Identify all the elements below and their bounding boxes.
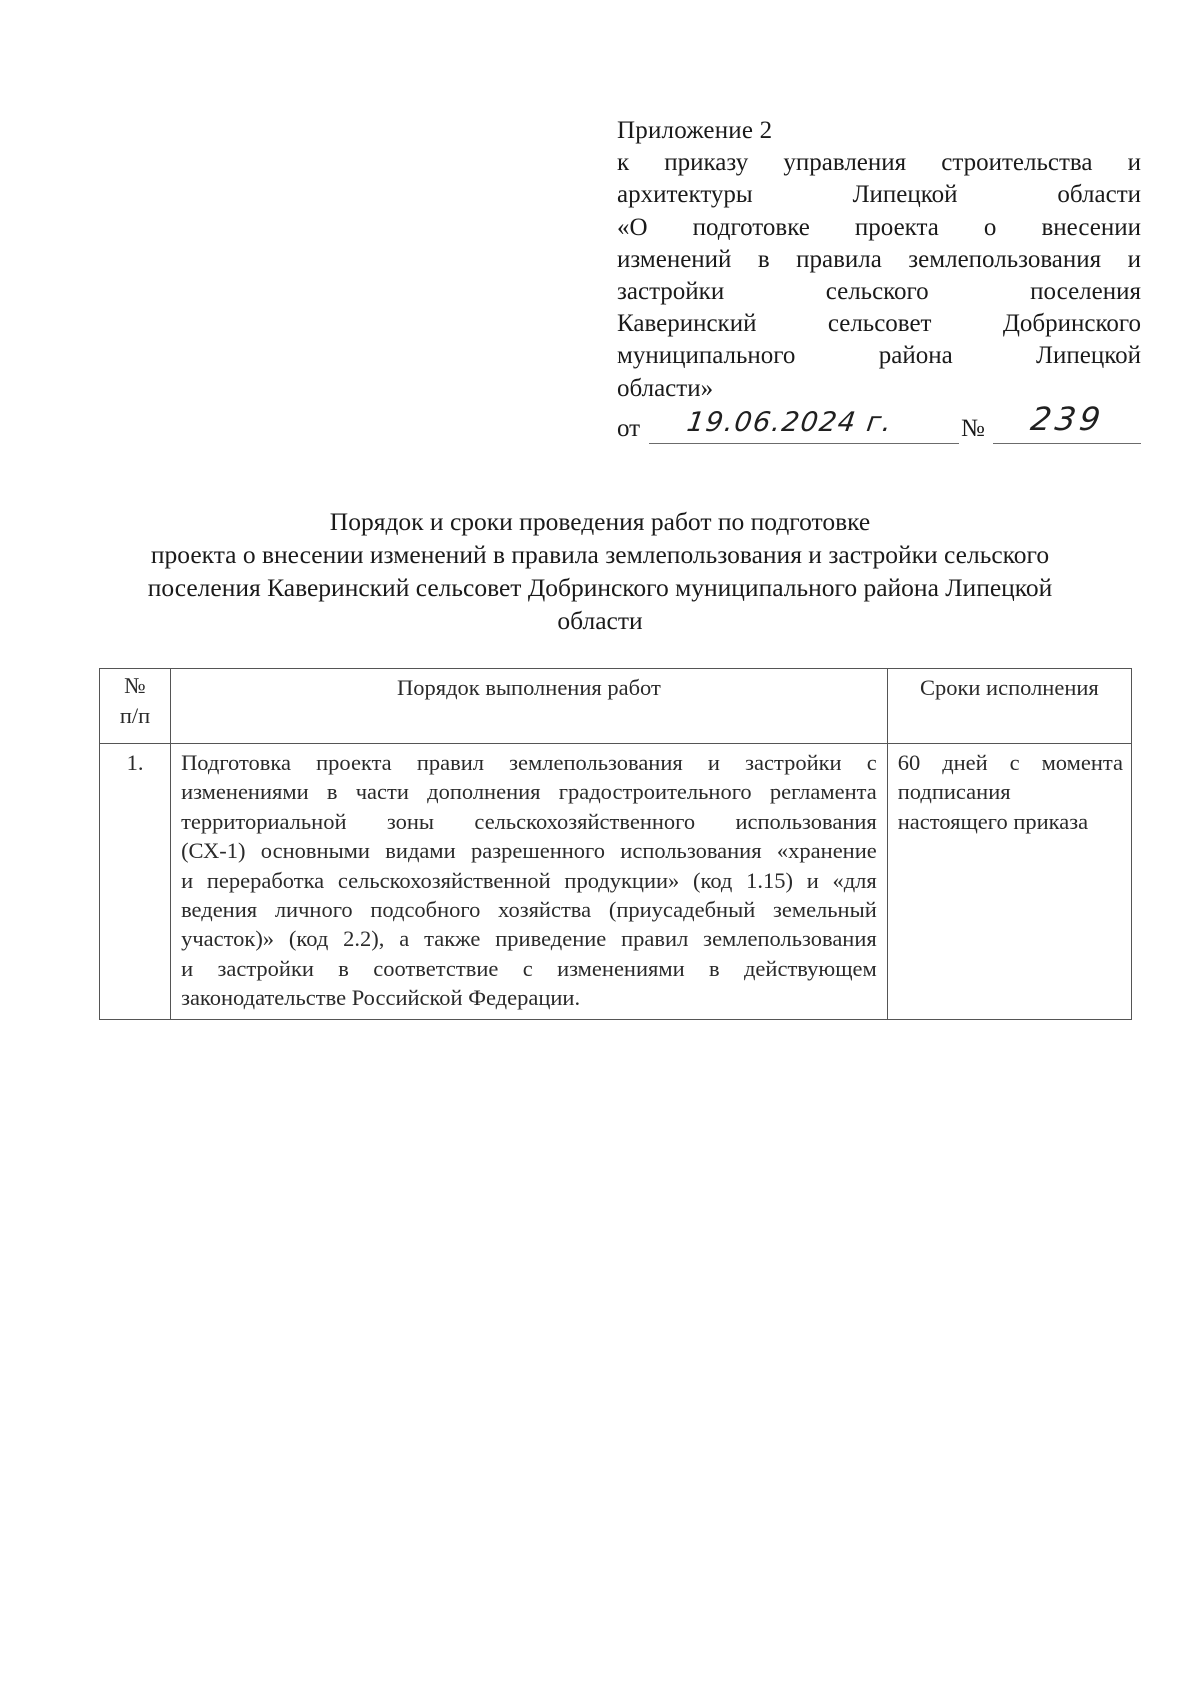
date-underline xyxy=(649,443,959,444)
work-line: ведения личного подсобного хозяйства (приусадебный земельный xyxy=(181,896,877,922)
title-line: Порядок и сроки проведения работ по подготовке xyxy=(329,507,871,536)
work-line: и переработка сельскохозяйственной продукции» (код 1.15) и «для xyxy=(181,867,877,893)
appendix-block xyxy=(617,115,1141,447)
header-number-pp: п/п xyxy=(119,703,151,728)
table-row xyxy=(100,744,1132,1020)
appendix-title: Приложение 2 xyxy=(617,117,773,144)
work-line: территориальной зоны сельскохозяйственного использования xyxy=(181,808,877,834)
header-deadline: Сроки исполнения xyxy=(887,669,1131,744)
number-sign: № xyxy=(961,414,985,442)
work-line: Подготовка проекта правил землепользования и застройки с xyxy=(181,750,877,775)
work-line: и застройки в соответствие с изменениями в действующем xyxy=(181,955,877,981)
appendix-line: «О подготовке проекта о внесении xyxy=(617,213,1141,241)
title-line: области xyxy=(557,606,643,635)
header-number xyxy=(100,669,171,744)
deadline-line: настоящего приказа xyxy=(897,808,1089,834)
row-deadline xyxy=(887,744,1131,1020)
appendix-line: муниципального района Липецкой xyxy=(617,342,1141,370)
appendix-line: к приказу управления строительства и xyxy=(617,149,1141,177)
work-line: законодательстве Российской Федерации. xyxy=(181,985,581,1011)
table-header-row xyxy=(100,669,1132,744)
header-work-order: Порядок выполнения работ xyxy=(171,669,888,744)
title-line: поселения Каверинский сельсовет Добринского муниципального района Липецкой xyxy=(147,573,1053,602)
deadline-line: 60 дней с момента xyxy=(897,750,1123,775)
appendix-line: застройки сельского поселения xyxy=(617,277,1141,305)
row-number: 1. xyxy=(100,744,171,1020)
order-date-handwritten: 19.06.2024 г. xyxy=(684,406,895,438)
title-line: проекта о внесении изменений в правила землепользования и застройки сельского xyxy=(150,540,1050,569)
works-table xyxy=(99,668,1132,1020)
work-line: изменениями в части дополнения градостроительного регламента xyxy=(181,779,877,805)
appendix-line: архитектуры Липецкой области xyxy=(617,181,1141,209)
appendix-line: изменений в правила землепользования и xyxy=(617,245,1141,273)
work-line: участок)» (код 2.2), а также приведение правил землепользования xyxy=(181,926,877,952)
appendix-line: области» xyxy=(617,374,714,402)
appendix-line: Каверинский сельсовет Добринского xyxy=(617,310,1141,338)
work-line: (СХ-1) основными видами разрешенного использования «хранение xyxy=(181,838,877,864)
row-work-description xyxy=(171,744,888,1020)
order-date-number-row xyxy=(617,399,1141,447)
header-number-sign: № xyxy=(124,673,146,698)
order-number-handwritten: 239 xyxy=(1028,399,1107,438)
deadline-line: подписания xyxy=(897,779,1011,805)
number-underline xyxy=(993,443,1141,444)
document-title xyxy=(60,505,1140,637)
date-prefix: от xyxy=(617,414,641,442)
